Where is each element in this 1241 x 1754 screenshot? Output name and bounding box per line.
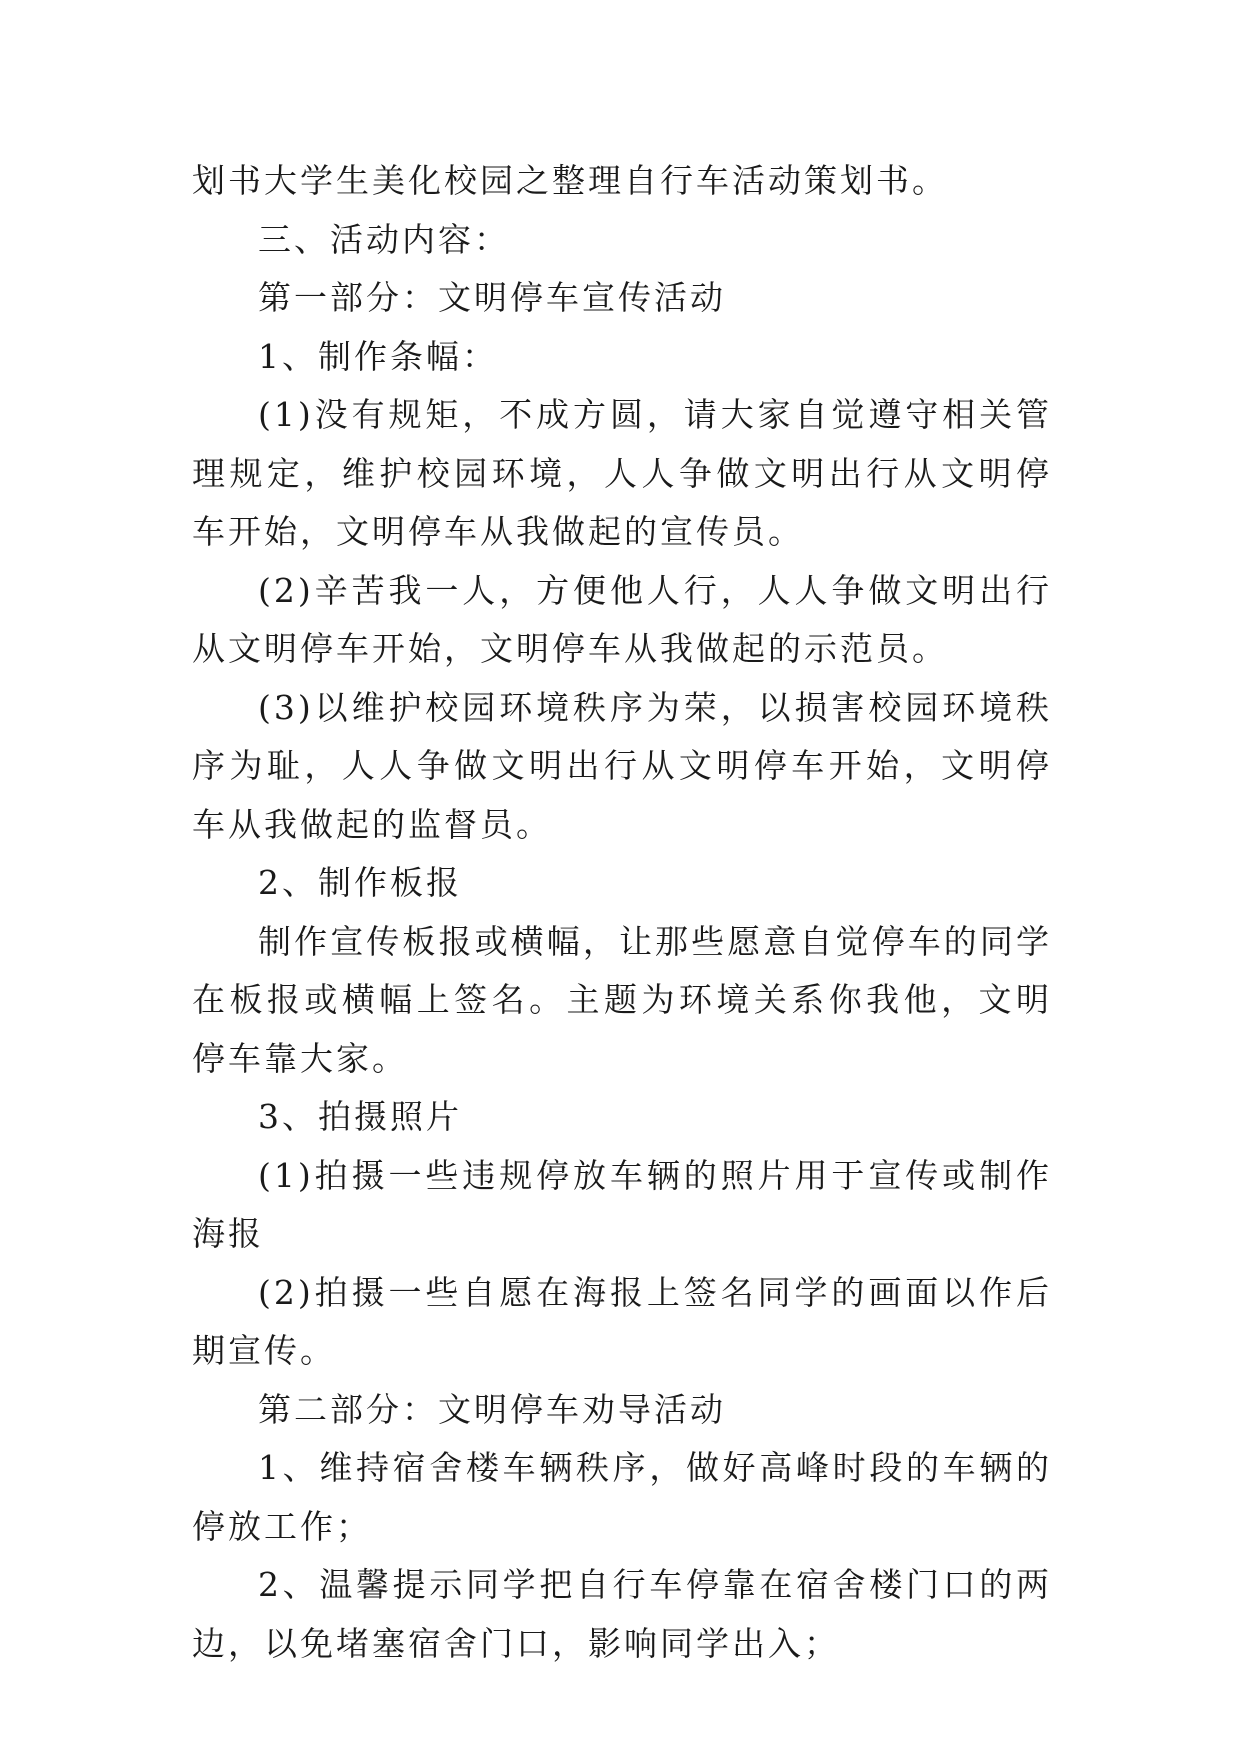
- paragraph-continuation: 划书大学生美化校园之整理自行车活动策划书。: [192, 161, 948, 200]
- banner-slogan-2: (2)辛苦我一人，方便他人行，人人争做文明出行从文明停车开始，文明停车从我做起的示范员。: [192, 570, 1052, 668]
- board-description: 制作宣传板报或横幅，让那些愿意自觉停车的同学在板报或横幅上签名。主题为环境关系你我他，文明停车靠大家。: [192, 921, 1052, 1078]
- item-photo-heading: 3、拍摄照片: [258, 1097, 462, 1136]
- banner-slogan-1: (1)没有规矩，不成方圆，请大家自觉遵守相关管理规定，维护校园环境，人人争做文明出行从文明停车开始，文明停车从我做起的宣传员。: [192, 395, 1052, 551]
- item-banner-heading: 1、制作条幅：: [258, 336, 498, 376]
- item-board-heading: 2、制作板报: [258, 863, 462, 902]
- part-one-heading: 第一部分：文明停车宣传活动: [258, 278, 726, 317]
- photo-item-1: (1)拍摄一些违规停放车辆的照片用于宣传或制作海报: [192, 1155, 1052, 1253]
- guidance-item-2: 2、温馨提示同学把自行车停靠在宿舍楼门口的两边，以免堵塞宿舍门口，影响同学出入；: [192, 1565, 1052, 1663]
- guidance-item-1: 1、维持宿舍楼车辆秩序，做好高峰时段的车辆的停放工作；: [192, 1448, 1052, 1546]
- banner-slogan-3: (3)以维护校园环境秩序为荣，以损害校园环境秩序为耻，人人争做文明出行从文明停车开始，文明停车从我做起的监督员。: [192, 687, 1052, 844]
- part-two-heading: 第二部分：文明停车劝导活动: [258, 1389, 726, 1429]
- document-body: [192, 152, 1052, 1673]
- photo-item-2: (2)拍摄一些自愿在海报上签名同学的画面以作后期宣传。: [192, 1272, 1052, 1370]
- section-heading-activity-content: 三、活动内容：: [258, 219, 510, 259]
